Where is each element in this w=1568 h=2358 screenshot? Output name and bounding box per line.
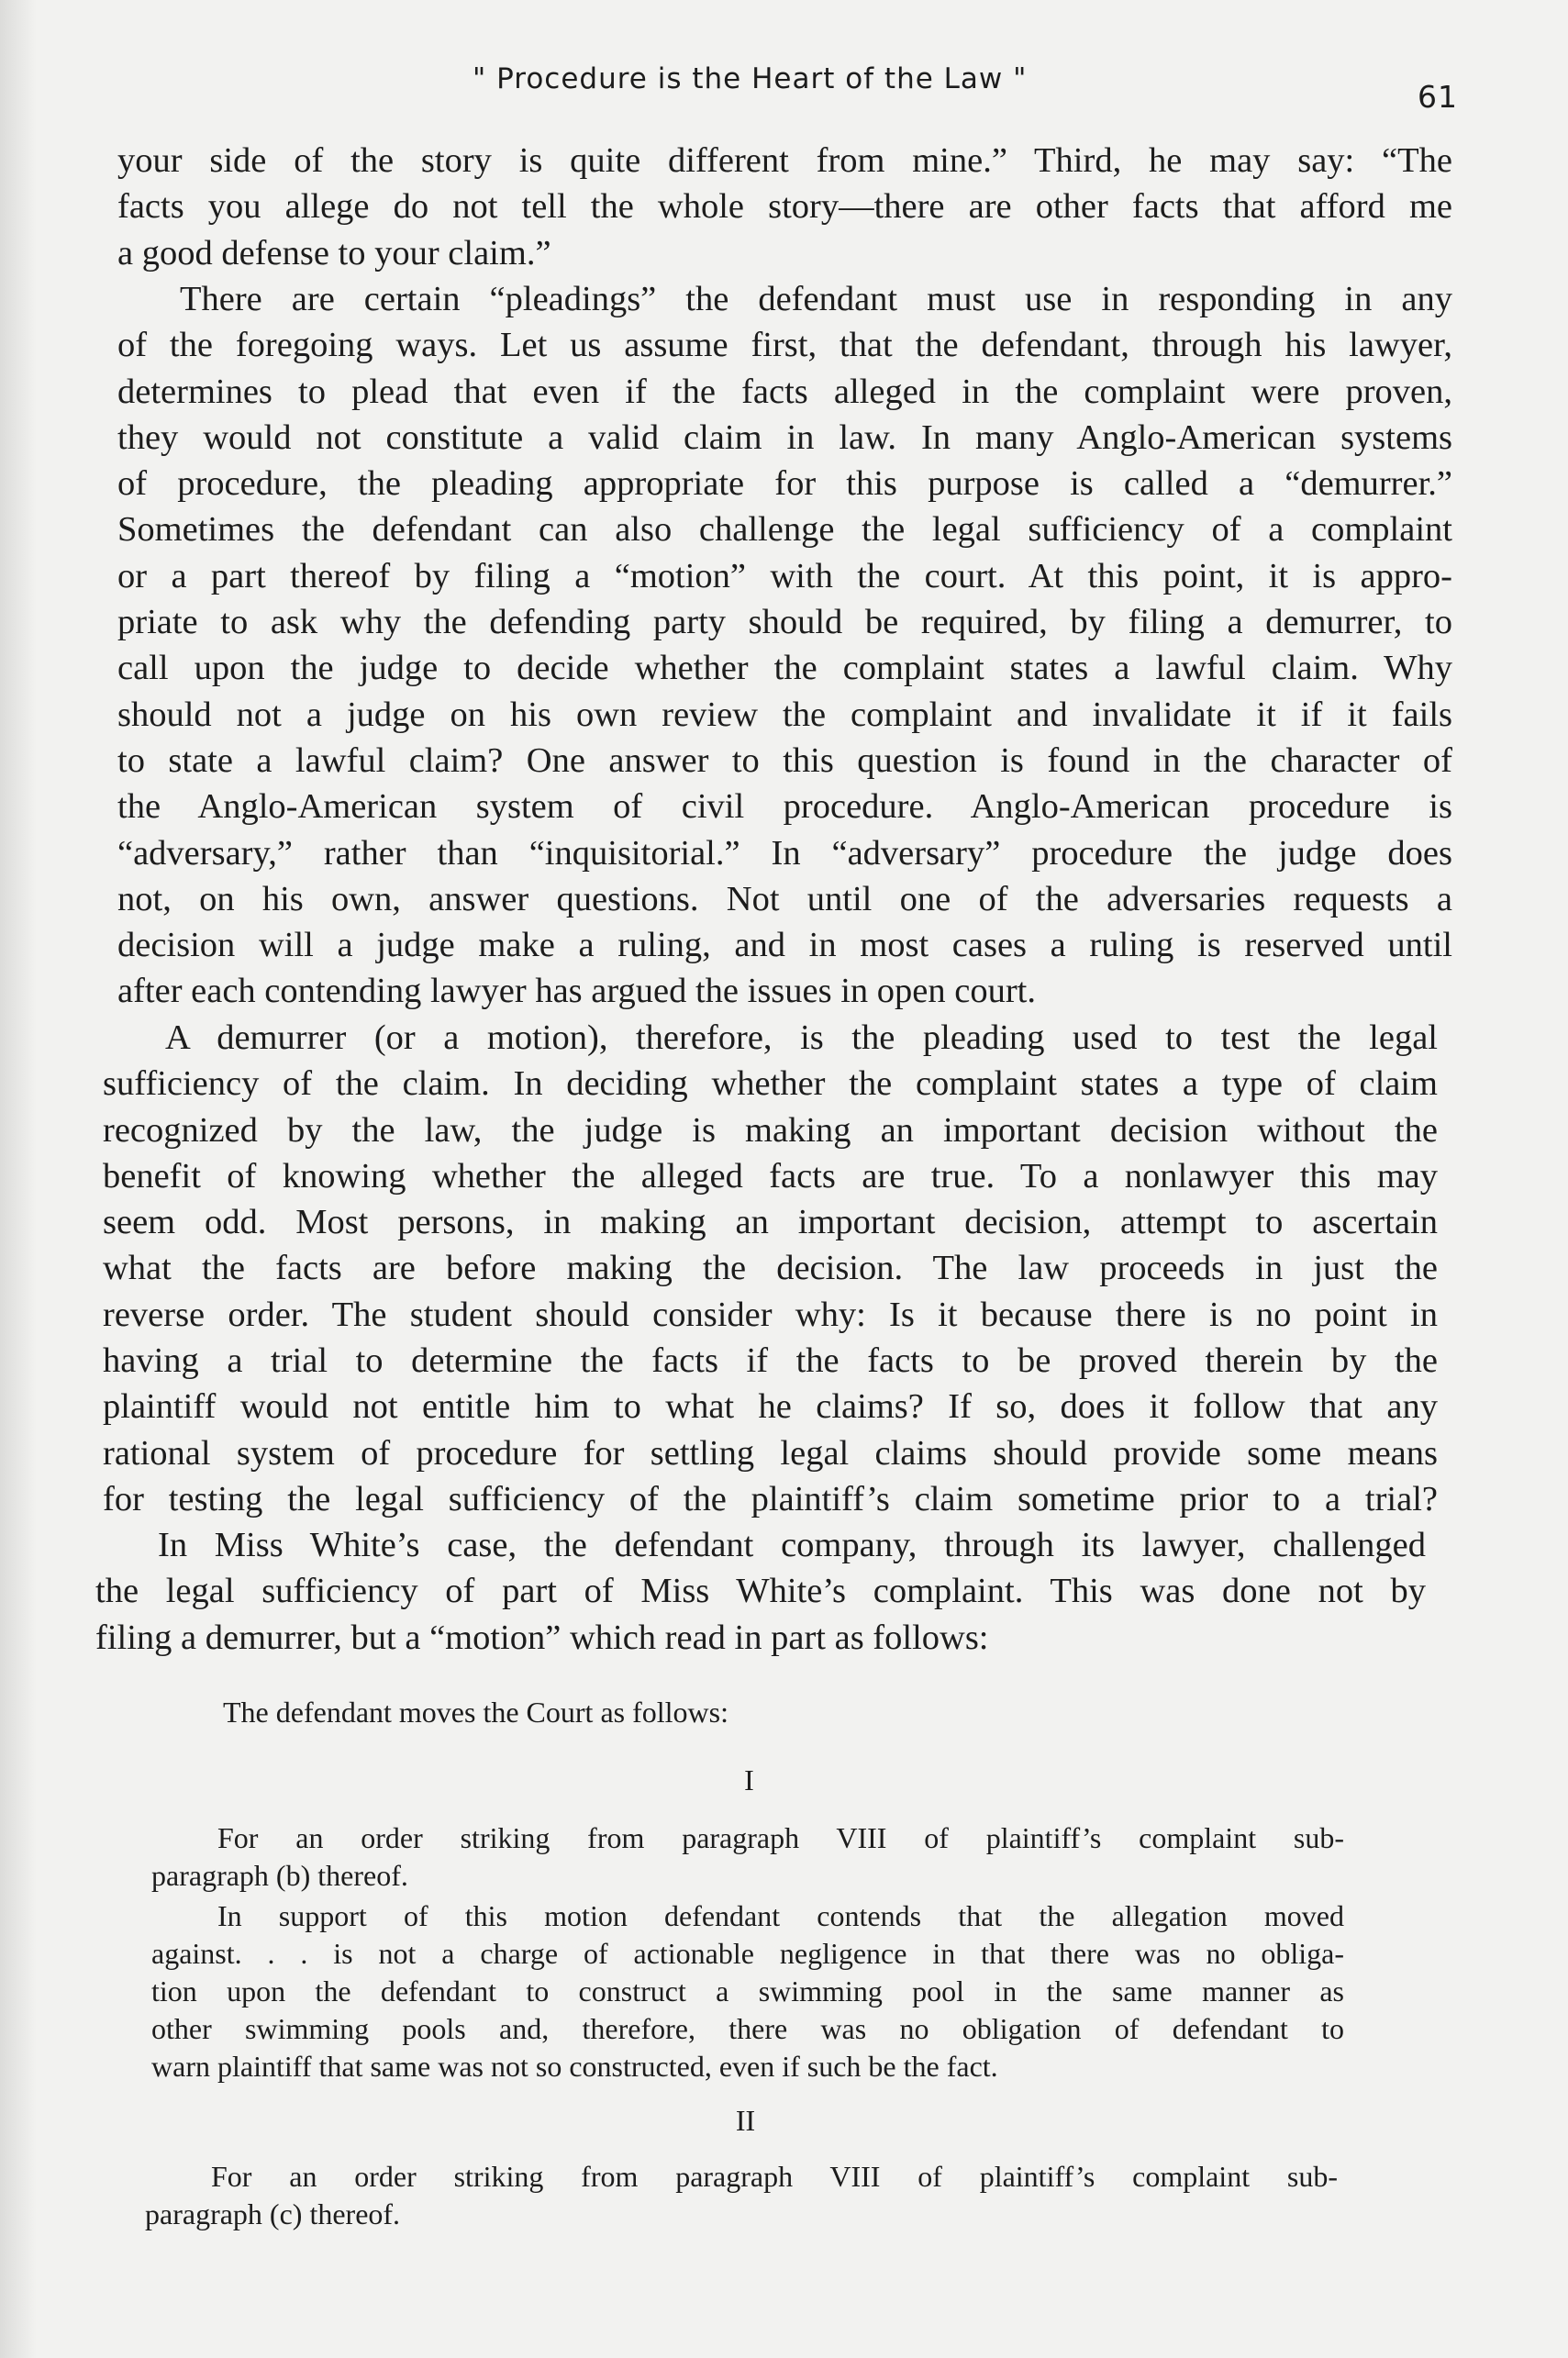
text-line: having a trial to determine the facts if the facts to be proved therein by the: [103, 1341, 1438, 1381]
text-line: The defendant moves the Court as follows:: [223, 1696, 728, 1729]
text-line: paragraph (b) thereof.: [151, 1859, 408, 1892]
text-line: decision will a judge make a ruling, and in most cases a ruling is reserved until: [117, 926, 1452, 965]
text-line: priate to ask why the defending party should be required, by filing a demurrer, to: [117, 603, 1452, 642]
paragraph-2: [117, 276, 1452, 1015]
text-line: not, on his own, answer questions. Not until one of the adversaries requests a: [117, 879, 1452, 918]
text-line: what the facts are before making the decision. The law proceeds in just the: [103, 1249, 1438, 1288]
text-line: In support of this motion defendant contends that the allegation moved: [217, 1899, 1344, 1932]
motion-intro: [223, 1694, 1416, 1731]
paragraph-1: [117, 138, 1452, 276]
text-line: the Anglo-American system of civil procedure. Anglo-American procedure is: [117, 787, 1452, 827]
text-line: of the foregoing ways. Let us assume first, that the defendant, through his lawyer,: [117, 326, 1452, 365]
text-line: A demurrer (or a motion), therefore, is the pleading used to test the legal: [165, 1018, 1438, 1057]
section-numeral-1: I: [744, 1763, 754, 1796]
text-line: or a part thereof by filing a “motion” with the court. At this point, it is appro-: [117, 556, 1452, 595]
motion-section-2-order: [145, 2158, 1338, 2233]
text-line: for testing the legal sufficiency of the plaintiff’s claim sometime prior to a trial?: [103, 1479, 1438, 1518]
text-line: tion upon the defendant to construct a swimming pool in the same manner as: [151, 1974, 1344, 2008]
text-line: against. . . is not a charge of actionable negligence in that there was no obliga-: [151, 1937, 1344, 1970]
text-line: plaintiff would not entitle him to what he claims? If so, does it follow that any: [103, 1387, 1438, 1427]
text-line: recognized by the law, the judge is making an important decision without the: [103, 1110, 1438, 1150]
text-line: to state a lawful claim? One answer to this question is found in the character of: [117, 740, 1452, 780]
motion-section-1-support: [151, 1897, 1344, 2085]
paragraph-3: [103, 1015, 1438, 1522]
text-line: determines to plead that even if the facts alleged in the complaint were proven,: [117, 372, 1452, 411]
text-line: reverse order. The student should consider why: Is it because there is no point in: [103, 1295, 1438, 1334]
text-line: There are certain “pleadings” the defendant must use in responding in any: [180, 280, 1452, 318]
paragraph-4: [95, 1522, 1426, 1661]
running-title: " Procedure is the Heart of the Law ": [473, 62, 1028, 95]
text-line: warn plaintiff that same was not so constructed, even if such be the fact.: [151, 2050, 998, 2083]
text-line: they would not constitute a valid claim in law. In many Anglo-American systems: [117, 417, 1452, 457]
text-line: after each contending lawyer has argued the issues in open court.: [117, 972, 1036, 1011]
text-line: benefit of knowing whether the alleged facts are true. To a nonlawyer this may: [103, 1156, 1438, 1196]
text-line: seem odd. Most persons, in making an important decision, attempt to ascertain: [103, 1203, 1438, 1242]
text-line: of procedure, the pleading appropriate for this purpose is called a “demurrer.”: [117, 464, 1452, 504]
text-line: filing a demurrer, but a “motion” which read in part as follows:: [95, 1618, 989, 1657]
text-line: For an order striking from paragraph VIII of plaintiff’s complaint sub-: [217, 1821, 1344, 1854]
text-line: call upon the judge to decide whether the complaint states a lawful claim. Why: [117, 649, 1452, 688]
page-number: 61: [1418, 79, 1458, 115]
text-line: sufficiency of the claim. In deciding whether the complaint states a type of claim: [103, 1064, 1438, 1104]
text-line: other swimming pools and, therefore, there was no obligation of defendant to: [151, 2012, 1344, 2045]
text-line: should not a judge on his own review the complaint and invalidate it if it fails: [117, 695, 1452, 734]
text-line: facts you allege do not tell the whole story—there are other facts that afford me: [117, 187, 1452, 227]
text-line: paragraph (c) thereof.: [145, 2197, 401, 2230]
text-line: rational system of procedure for settling legal claims should provide some means: [103, 1433, 1438, 1473]
text-line: a good defense to your claim.”: [117, 233, 551, 273]
motion-section-1-order: [151, 1819, 1344, 1895]
text-line: your side of the story is quite different from mine.” Third, he may say: “The: [117, 141, 1452, 180]
text-line: “adversary,” rather than “inquisitorial.” In “adversary” procedure the judge does: [117, 833, 1452, 873]
text-line: In Miss White’s case, the defendant company, through its lawyer, challenged: [158, 1526, 1426, 1564]
text-line: Sometimes the defendant can also challenge the legal sufficiency of a complaint: [117, 510, 1452, 550]
text-line: For an order striking from paragraph VIII of plaintiff’s complaint sub-: [211, 2160, 1338, 2193]
section-numeral-2: II: [735, 2104, 756, 2137]
text-line: the legal sufficiency of part of Miss White’s complaint. This was done not by: [95, 1572, 1426, 1611]
page-gutter-shadow: [0, 0, 37, 2358]
